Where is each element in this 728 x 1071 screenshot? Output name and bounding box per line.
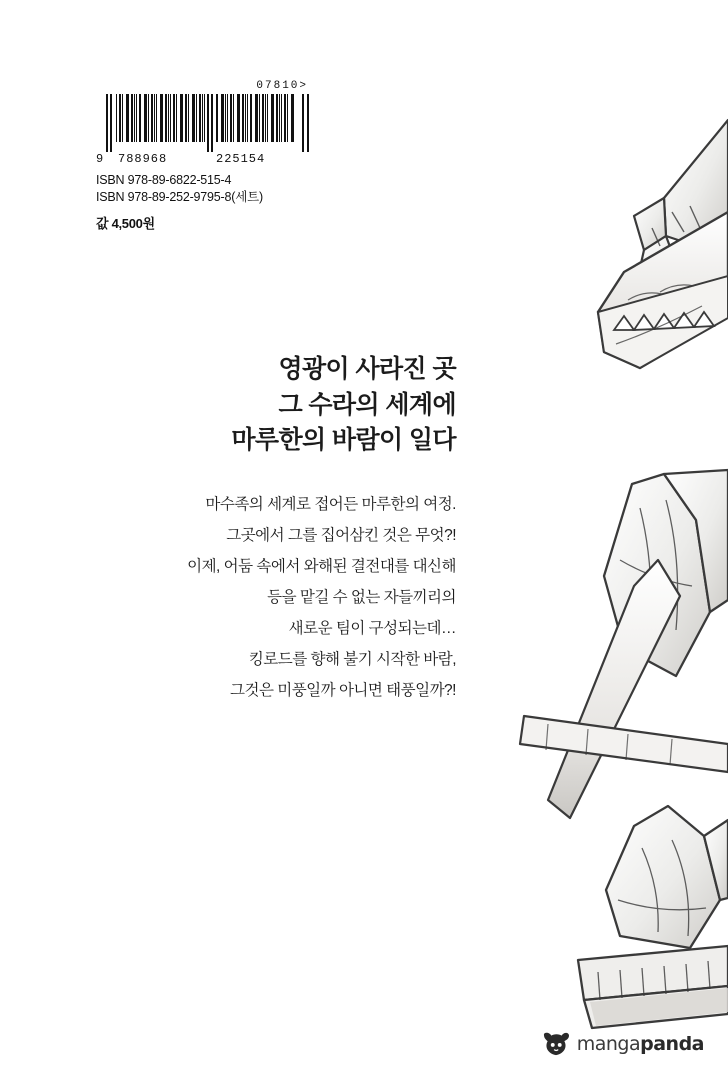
logo-text	[577, 1033, 704, 1055]
barcode-digit-group: 225154	[216, 152, 266, 166]
barcode-block	[96, 80, 326, 232]
headline-line-1: 영광이 사라진 곳	[278, 355, 456, 383]
body-line-7: 그것은 미풍일까 아니면 태풍일까?!	[230, 681, 456, 699]
headline-line-3: 마루한의 바람이 일다	[231, 426, 456, 454]
barcode-digits	[96, 152, 318, 166]
mangapanda-logo	[541, 1031, 704, 1057]
logo-text-light: manga	[576, 1033, 641, 1055]
body-line-1: 마수족의 세계로 접어든 마루한의 여정.	[205, 495, 456, 513]
body-line-6: 킹로드를 향해 불기 시작한 바람,	[248, 650, 456, 668]
cover-copy	[126, 352, 456, 706]
panda-head-icon	[541, 1031, 571, 1057]
headline	[126, 352, 456, 459]
isbn-lines	[96, 172, 326, 206]
isbn-line-2: ISBN 978-89-252-9795-8(세트)	[96, 189, 263, 204]
body-copy	[126, 489, 456, 706]
headline-line-2: 그 수라의 세계에	[278, 390, 456, 419]
isbn-line-1: ISBN 978-89-6822-515-4	[96, 173, 232, 187]
price-label: 값 4,500원	[96, 215, 155, 231]
body-line-4: 등을 맡길 수 없는 자들끼리의	[267, 588, 456, 606]
barcode-top-number: 07810>	[256, 80, 308, 92]
body-line-5: 새로운 팀이 구성되는데…	[288, 619, 456, 637]
body-line-2: 그곳에서 그를 집어삼킨 것은 무엇?!	[226, 526, 456, 544]
logo-text-bold: panda	[640, 1033, 704, 1055]
cover-artwork	[428, 0, 728, 1071]
body-line-3: 이제, 어둠 속에서 와해된 결전대를 대신해	[187, 557, 456, 575]
barcode-digit-group: 9	[96, 152, 105, 166]
barcode-digit-group: 788968	[118, 152, 168, 166]
barcode-bars	[96, 94, 318, 152]
